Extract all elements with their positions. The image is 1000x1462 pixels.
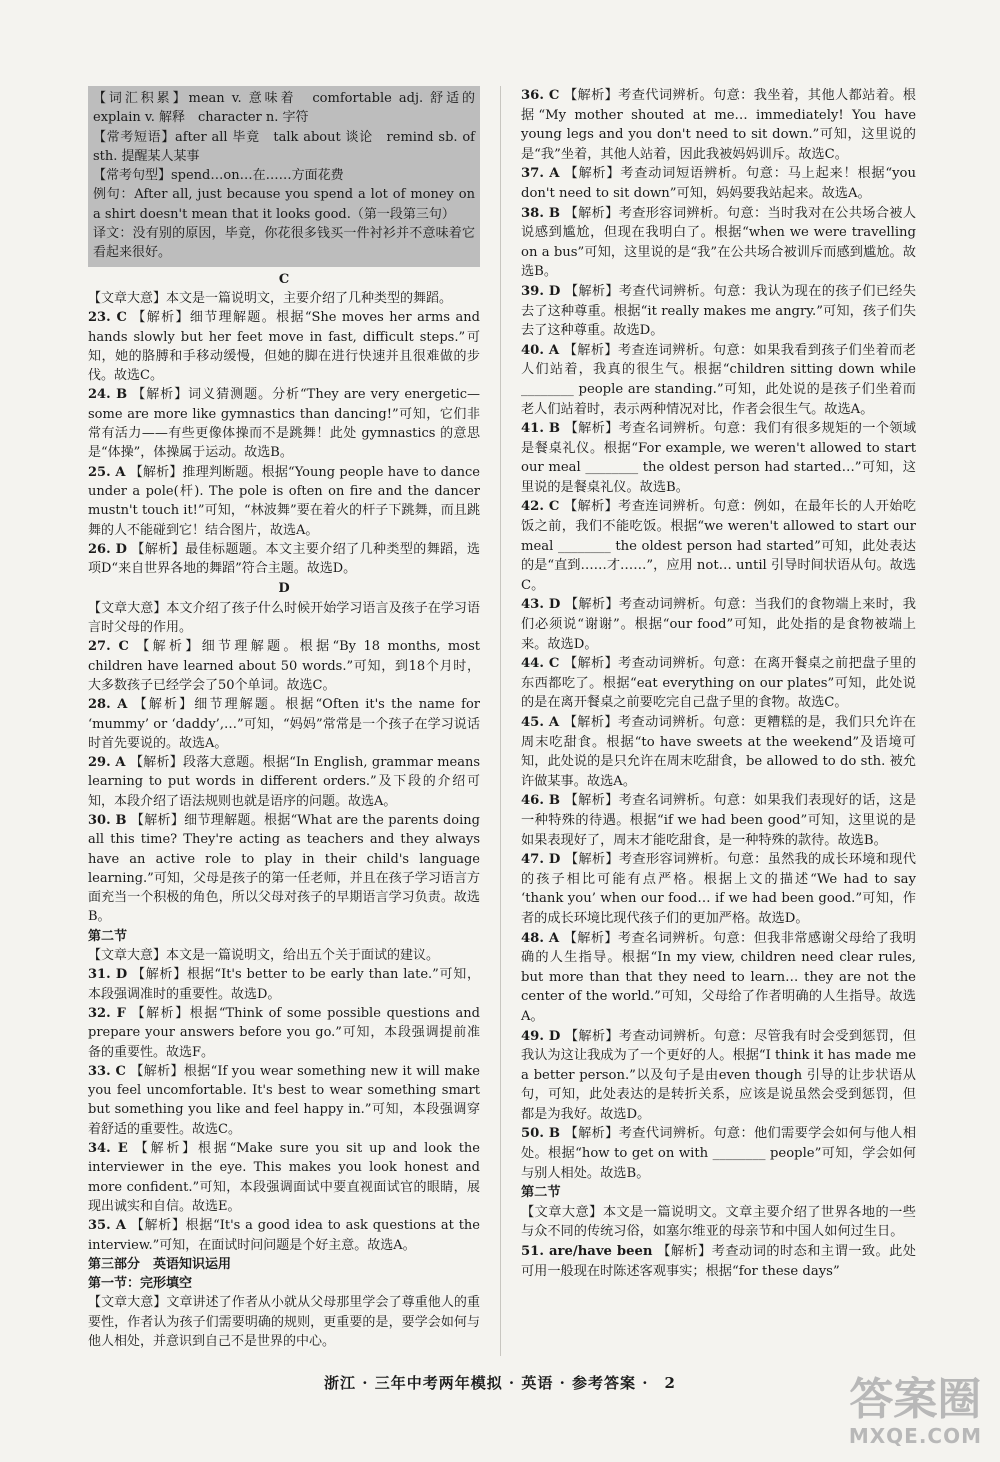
answer-number: 51. are/have been	[521, 1244, 653, 1260]
answer-number: 30. B	[88, 812, 127, 828]
answer-explanation: 【解析】细节理解题。根据“What are the parents doing all this time? They're acting as teachers and they always have an active role to play in their child's language learning.”可知，父母是孩子的第一任老师，并且在孩子学习语言方面充当一个积极的角色，所以父母对孩子的早期语言学习负责。故选B。	[88, 812, 480, 925]
answer-number: 42. C	[521, 499, 560, 515]
right-column	[521, 86, 916, 1281]
part-title: 第二节	[88, 928, 128, 944]
answer-explanation: 【解析】考查动词辨析。句意：在离开餐桌之前把盘子里的东西都吃了。根据“eat everything on our plates”可知，此处说的是在离开餐桌之前要吃完自己盘子里的食物。故选C。	[521, 656, 916, 711]
answer-number: 44. C	[521, 656, 560, 672]
answer-explanation: 【解析】考查代词辨析。句意：他们需要学会如何与他人相处。根据“how to get on with ________ people”可知，学会如何与别人相处。故选B。	[521, 1126, 917, 1181]
answer-explanation: 【解析】考查连词辨析。句意：如果我看到孩子们坐着而老人们站着，我真的很生气。根据“children sitting down while ________ people are standing.”可知，此处说的是孩子们坐着而老人们站着时，表示两种情况对比，作者会很生气。故选A。	[521, 342, 916, 417]
answer-explanation: 【解析】段落大意题。根据“In English, grammar means learning to put words in different orders.”及下段的介绍可知，本段介绍了语法规则也就是语序的问题。故选A。	[88, 755, 481, 809]
answer-explanation: 【解析】根据“If you wear something new it will make you feel uncomfortable. It's best to wear something smart but something you like and feel happy in.”可知，本段强调穿着舒适的重要性。故选C。	[88, 1063, 480, 1137]
answer-number: 39. D	[521, 283, 561, 299]
answer-number: 32. F	[88, 1005, 126, 1021]
answer-explanation: 【解析】细节理解题。根据“She moves her arms and hands slowly but her feet move in fast, difficult steps.”可知，她的胳膊和手移动缓慢，但她的脚在进行快速并且很难做的步伐。故选C。	[88, 310, 480, 384]
answer-number: 26. D	[88, 541, 127, 557]
left-column	[88, 86, 489, 1351]
answer-item	[88, 463, 480, 540]
answer-item	[88, 308, 480, 385]
box-line: 【常考句型】spend…on…在……方面花费	[93, 168, 344, 184]
left-answers	[88, 270, 480, 1352]
answer-item	[88, 540, 480, 579]
answer-item	[88, 1062, 480, 1139]
passage-summary: 【文章大意】本文介绍了孩子什么时候开始学习语言及孩子在学习语言时父母的作用。	[88, 600, 480, 636]
answer-number: 24. B	[88, 387, 128, 403]
answer-item	[88, 1216, 480, 1255]
answer-number: 41. B	[521, 421, 561, 437]
answer-explanation: 【解析】细节理解题。根据“Often it's the name for ‘mummy’ or ‘daddy’,…”可知，“妈妈”常常是一个孩子在学习说话时首先要说的。故选A。	[88, 697, 480, 751]
answer-item	[88, 695, 480, 753]
box-line: 译文：没有别的原因，毕竟，你花很多钱买一件衬衫并不意味着它看起来很好。	[93, 226, 475, 261]
answer-item	[521, 791, 916, 850]
box-line: 【常考短语】after all 毕竟 talk about 谈论 remind sb. of sth. 提醒某人某事	[93, 129, 475, 164]
answer-explanation: 【解析】推理判断题。根据“Young people have to dance under a pole(杆). The pole is often on fire and the dancer mustn't touch it!”可知，“林波舞”要在着火的杆子下跳舞，而且跳舞的人不能碰到它！结合图片，故选A。	[88, 464, 480, 538]
answer-item	[521, 1242, 916, 1281]
answer-number: 29. A	[88, 755, 126, 771]
answer-item	[88, 811, 480, 927]
answer-item	[521, 86, 916, 164]
answer-explanation: 【解析】考查代词辨析。句意：我坐着，其他人都站着。根据“My mother shouted at me… immediately! You have young legs and you don't need to sit down.”可知，这里说的是“我”坐着，其他人站着，因此我被妈妈训斥。故选C。	[521, 88, 916, 162]
answer-explanation: 【解析】考查动词辨析。句意：更糟糕的是，我们只允许在周末吃甜食。根据“to have sweets at the weekend”及语境可知，此处说的是只允许在周末吃甜食，be allowed to do sth. 被允许做某事。故选A。	[521, 715, 916, 789]
answer-number: 33. C	[88, 1063, 126, 1079]
part-title: 第三部分 英语知识运用	[88, 1256, 232, 1272]
answer-number: 31. D	[88, 967, 128, 983]
answer-explanation: 【解析】考查动词辨析。句意：当我们的食物端上来时，我们必须说“谢谢”。根据“our food”可知，此处指的是食物被端上来。故选D。	[521, 597, 916, 652]
answer-item	[88, 385, 480, 462]
part-title: 第二节	[521, 1185, 561, 1201]
answer-number: 48. A	[521, 930, 560, 946]
answer-item	[521, 850, 916, 928]
answer-item	[521, 282, 916, 341]
box-line: 例句：After all, just because you spend a lot of money on a shirt doesn't mean that it looks good.（第一段第三句）	[93, 187, 475, 222]
answer-explanation: 【解析】最佳标题题。本文主要介绍了几种类型的舞蹈，选项D“来自世界各地的舞蹈”符合主题。故选D。	[88, 541, 480, 577]
answer-explanation: 【解析】考查动词的时态和主谓一致。此处可用一般现在时陈述客观事实；根据“for these days”	[521, 1244, 916, 1279]
passage-summary: 【文章大意】文章讲述了作者从小就从父母那里学会了尊重他人的重要性，作者认为孩子们需要明确的规则，更重要的是，要学会如何与他人相处，并意识到自己不是世界的中心。	[88, 1295, 480, 1349]
watermark-url: MXQE.COM	[848, 1424, 982, 1448]
answer-number: 36. C	[521, 88, 560, 103]
answer-explanation: 【解析】根据“Think of some possible questions and prepare your answers before you go.”可知，本段强调提前准备的重要性。故选F。	[88, 1005, 480, 1060]
right-answers	[521, 86, 916, 1281]
answer-number: 35. A	[88, 1218, 126, 1234]
box-line: 【词汇积累】mean v. 意味着 comfortable adj. 舒适的 explain v. 解释 character n. 字符	[93, 91, 489, 126]
answer-item	[521, 713, 916, 791]
answer-number: 38. B	[521, 205, 561, 221]
answer-explanation: 【解析】考查名词辨析。句意：我们有很多规矩的一个领域是餐桌礼仪。根据“For example, we weren't allowed to start our meal ________ the oldest person had started…”可知，这里说的是餐桌礼仪。故选B。	[521, 421, 917, 495]
answer-explanation: 【解析】词义猜测题。分析“They are very energetic—some are more like gymnastics than dancing!”可知，它们非常有活力——有些更像体操而不是跳舞！此处 gymnastics 的意思是“体操”，体操属于运动。故选B。	[88, 387, 481, 461]
answer-number: 28. A	[88, 697, 128, 713]
answer-explanation: 【解析】考查动词辨析。句意：尽管我有时会受到惩罚，但我认为这让我成为了一个更好的人。根据“I think it has made me a better person.”以及句子是由even though 引导的让步状语从句，可知，此处表达的是转折关系，应该是说虽然会受到惩罚，但都是为我好。故选D。	[521, 1028, 916, 1122]
answer-explanation: 【解析】考查名词辨析。句意：如果我们表现好的话，这是一种特殊的待遇。根据“if we had been good”可知，这里说的是如果表现好了，周末才能吃甜食，是一种特殊的款待。故选B。	[521, 793, 917, 848]
answer-number: 34. E	[88, 1141, 128, 1157]
answer-item	[88, 637, 480, 695]
answer-explanation: 【解析】根据“It's a good idea to ask questions at the interview.”可知，在面试时问问题是个好主意。故选A。	[88, 1218, 480, 1253]
answer-explanation: 【解析】考查名词辨析。句意：但我非常感谢父母给了我明确的人生指导。根据“In my view, children need clear rules, but more than that they need to learn… they are not the center of the world.”可知，父母给了作者明确的人生指导。故选A。	[521, 930, 916, 1024]
answer-number: 49. D	[521, 1028, 561, 1044]
passage-summary: 【文章大意】本文是一篇说明文，给出五个关于面试的建议。	[88, 948, 440, 964]
passage-summary: 【文章大意】本文是一篇说明文。文章主要介绍了世界各地的一些与众不同的传统习俗，如塞尔维亚的母亲节和中国人如何过生日。	[521, 1204, 916, 1240]
section-heading: D	[278, 581, 290, 597]
answer-number: 40. A	[521, 342, 560, 358]
watermark-logo	[849, 1376, 982, 1448]
answer-item	[88, 753, 480, 811]
answer-item	[521, 929, 916, 1027]
answer-number: 46. B	[521, 793, 561, 809]
answer-explanation: 【解析】根据“It's better to be early than late.”可知，本段强调准时的重要性。故选D。	[88, 967, 480, 1002]
answer-explanation: 【解析】考查代词辨析。句意：我认为现在的孩子们已经失去了这种尊重。根据“it really makes me angry.”可知，孩子们失去了这种尊重。故选D。	[521, 283, 916, 339]
answer-item	[521, 654, 916, 713]
column-divider	[500, 86, 501, 1356]
answer-item	[521, 497, 916, 595]
vocabulary-box	[88, 86, 489, 267]
answer-explanation: 【解析】细节理解题。根据“By 18 months, most children have learned about 50 words.”可知，到18个月时，大多数孩子已经学会了50个单词。故选C。	[88, 639, 480, 693]
answer-explanation: 【解析】考查动词短语辨析。句意：马上起来！根据“you don't need to sit down”可知，妈妈要我站起来。故选A。	[521, 166, 916, 201]
answer-item	[521, 595, 916, 654]
page-footer: 浙江 · 三年中考两年模拟 · 英语 · 参考答案 · 2	[324, 1374, 676, 1392]
answer-number: 43. D	[521, 597, 561, 613]
answer-item	[521, 1027, 916, 1125]
answer-item	[521, 419, 916, 497]
answer-number: 27. C	[88, 639, 129, 655]
watermark-title: 答案圈	[849, 1374, 982, 1425]
answer-number: 37. A	[521, 166, 560, 182]
part-title: 第一节：完形填空	[88, 1276, 193, 1292]
answer-item	[521, 1124, 916, 1183]
answer-number: 25. A	[88, 464, 126, 480]
answer-number: 47. D	[521, 852, 561, 868]
answer-item	[521, 204, 916, 282]
answer-number: 23. C	[88, 310, 127, 326]
answer-explanation: 【解析】根据“Make sure you sit up and look the interviewer in the eye. This makes you look honest and more confident.”可知，本段强调面试中要直视面试官的眼睛，展现出诚实和自信。故选E。	[88, 1141, 480, 1214]
answer-item	[88, 1139, 480, 1216]
answer-explanation: 【解析】考查形容词辨析。句意：虽然我的成长环境和现代的孩子相比可能有点严格。根据上文的描述“We had to say ‘thank you’ when our food… if we had been good.”可知，作者的成长环境比现代孩子们的更加严格。故选D。	[521, 852, 916, 926]
section-heading: C	[278, 271, 290, 287]
answer-item	[88, 1004, 480, 1062]
answer-explanation: 【解析】考查形容词辨析。句意：当时我对在公共场合被人说感到尴尬，但现在我明白了。根据“when we were travelling on a bus”可知，这里说的是“我”在公共场合被训斥而感到尴尬。故选B。	[521, 205, 917, 280]
answer-item	[521, 341, 916, 419]
answer-item	[521, 164, 916, 203]
answer-explanation: 【解析】考查连词辨析。句意：例如，在最年长的人开始吃饭之前，我们不能吃饭。根据“we weren't allowed to start our meal ________ the oldest person had started”可知，此处表达的是“直到……才……”，应用 not… until 引导时间状语从句。故选C。	[521, 499, 917, 593]
passage-summary: 【文章大意】本文是一篇说明文，主要介绍了几种类型的舞蹈。	[88, 290, 453, 306]
answer-item	[88, 965, 480, 1004]
answer-number: 50. B	[521, 1126, 561, 1142]
answer-number: 45. A	[521, 715, 560, 730]
